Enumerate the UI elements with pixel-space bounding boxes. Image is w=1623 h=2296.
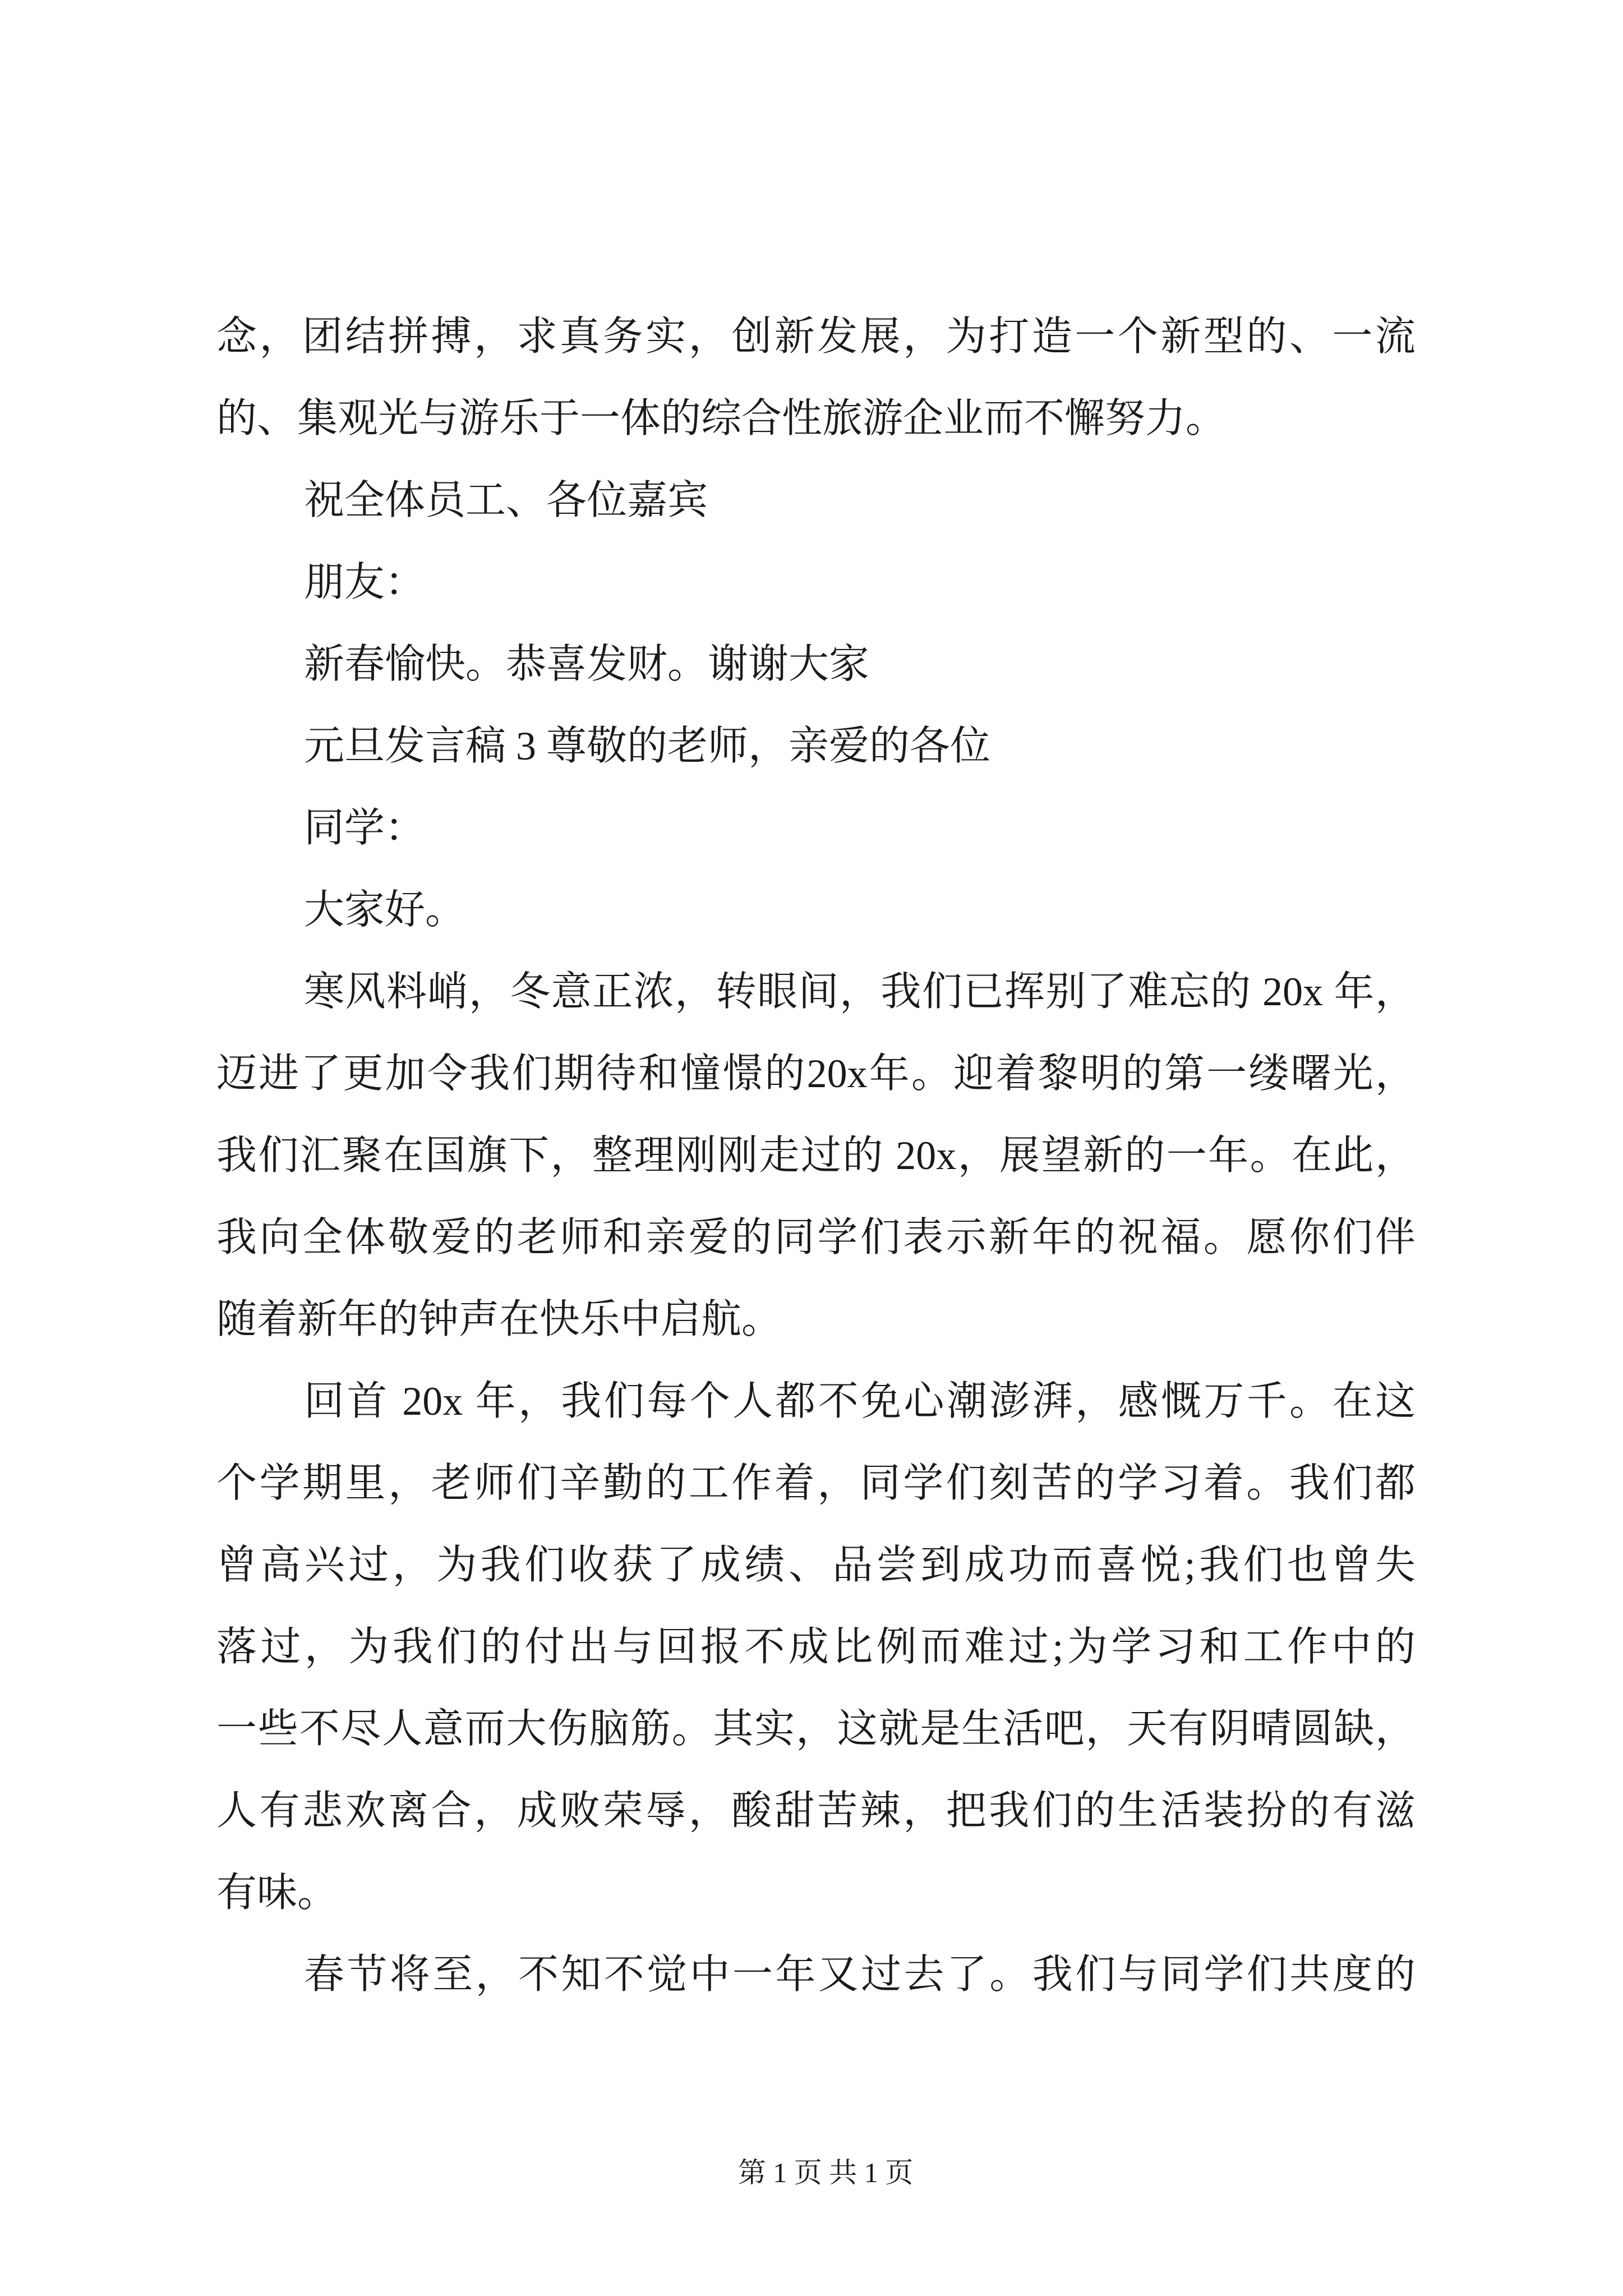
document-body	[216, 296, 1415, 2016]
page-footer	[0, 2120, 1623, 2225]
text-line: 一些不尽人意而大伤脑筋。其实，这就是生活吧，天有阴晴圆缺，	[216, 1706, 1415, 1751]
text-line: 回首 20x 年，我们每个人都不免心潮澎湃，感慨万千。在这	[304, 1379, 1415, 1424]
text-line: 寒风料峭，冬意正浓，转眼间，我们已挥别了难忘的 20x 年，	[304, 969, 1415, 1014]
text-line: 的、集观光与游乐于一体的综合性旅游企业而不懈努力。	[216, 396, 1227, 441]
text-line: 落过，为我们的付出与回报不成比例而难过;为学习和工作中的	[216, 1625, 1415, 1669]
text-line: 大家好。	[304, 887, 466, 932]
text-line: 朋友：	[304, 560, 426, 605]
text-line: 念，团结拼搏，求真务实，创新发展，为打造一个新型的、一流	[216, 314, 1415, 359]
text-line: 人有悲欢离合，成败荣辱，酸甜苦辣，把我们的生活装扮的有滋	[216, 1788, 1415, 1833]
text-line: 迈进了更加令我们期待和憧憬的20x年。迎着黎明的第一缕曙光，	[216, 1051, 1415, 1096]
text-line: 我向全体敬爱的老师和亲爱的同学们表示新年的祝福。愿你们伴	[216, 1215, 1415, 1260]
text-line: 祝全体员工、各位嘉宾	[304, 478, 708, 523]
text-line: 春节将至，不知不觉中一年又过去了。我们与同学们共度的	[304, 1952, 1415, 1997]
text-line: 随着新年的钟声在快乐中启航。	[216, 1297, 782, 1342]
text-line: 同学：	[304, 806, 426, 850]
text-line: 新春愉快。恭喜发财。谢谢大家	[304, 642, 870, 687]
text-line: 元旦发言稿 3 尊敬的老师，亲爱的各位	[304, 724, 991, 769]
page-number-label: 第 1 页 共 1 页	[737, 2157, 914, 2188]
text-line: 曾高兴过，为我们收获了成绩、品尝到成功而喜悦;我们也曾失	[216, 1543, 1415, 1588]
text-line: 有味。	[216, 1870, 338, 1915]
text-line: 我们汇聚在国旗下，整理刚刚走过的 20x，展望新的一年。在此，	[216, 1133, 1415, 1178]
text-line: 个学期里，老师们辛勤的工作着，同学们刻苦的学习着。我们都	[216, 1461, 1415, 1506]
